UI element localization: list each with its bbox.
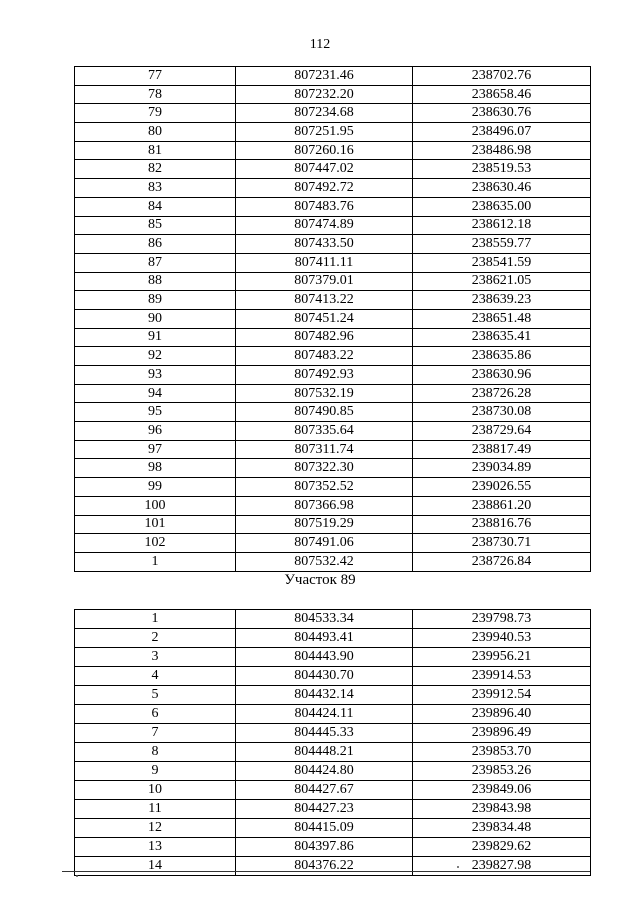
- y-coordinate-cell: 239026.55: [413, 478, 591, 497]
- point-number-cell: 9: [75, 762, 236, 781]
- y-coordinate-cell: 238496.07: [413, 123, 591, 142]
- x-coordinate-cell: 807260.16: [236, 141, 413, 160]
- point-number-cell: 95: [75, 403, 236, 422]
- x-coordinate-cell: 807474.89: [236, 216, 413, 235]
- point-number-cell: 99: [75, 478, 236, 497]
- x-coordinate-cell: 807352.52: [236, 478, 413, 497]
- table-row: [75, 235, 591, 254]
- x-coordinate-cell: 804432.14: [236, 686, 413, 705]
- point-number-cell: 2: [75, 629, 236, 648]
- x-coordinate-cell: 807379.01: [236, 272, 413, 291]
- x-coordinate-cell: 804424.80: [236, 762, 413, 781]
- table-row: [75, 104, 591, 123]
- y-coordinate-cell: 238559.77: [413, 235, 591, 254]
- table-row: [75, 838, 591, 857]
- y-coordinate-cell: 239940.53: [413, 629, 591, 648]
- table-row: [75, 384, 591, 403]
- point-number-cell: 97: [75, 440, 236, 459]
- x-coordinate-cell: 804445.33: [236, 724, 413, 743]
- point-number-cell: 86: [75, 235, 236, 254]
- y-coordinate-cell: 238817.49: [413, 440, 591, 459]
- x-coordinate-cell: 807322.30: [236, 459, 413, 478]
- y-coordinate-cell: 238658.46: [413, 85, 591, 104]
- point-number-cell: 13: [75, 838, 236, 857]
- point-number-cell: 7: [75, 724, 236, 743]
- y-coordinate-cell: 239827.98: [413, 857, 591, 876]
- y-coordinate-cell: 239034.89: [413, 459, 591, 478]
- y-coordinate-cell: 238726.28: [413, 384, 591, 403]
- table-row: [75, 291, 591, 310]
- point-number-cell: 101: [75, 515, 236, 534]
- x-coordinate-cell: 807411.11: [236, 253, 413, 272]
- point-number-cell: 1: [75, 552, 236, 571]
- y-coordinate-cell: 238730.08: [413, 403, 591, 422]
- table-row: [75, 781, 591, 800]
- table-row: [75, 667, 591, 686]
- x-coordinate-cell: 807483.22: [236, 347, 413, 366]
- table-row: [75, 272, 591, 291]
- x-coordinate-cell: 804443.90: [236, 648, 413, 667]
- table-row: [75, 857, 591, 876]
- bottom-divider: [62, 871, 590, 872]
- table-row: [75, 686, 591, 705]
- y-coordinate-cell: 238816.76: [413, 515, 591, 534]
- point-number-cell: 80: [75, 123, 236, 142]
- point-number-cell: 14: [75, 857, 236, 876]
- x-coordinate-cell: 807532.19: [236, 384, 413, 403]
- point-number-cell: 82: [75, 160, 236, 179]
- point-number-cell: 92: [75, 347, 236, 366]
- table-row: [75, 440, 591, 459]
- x-coordinate-cell: 804376.22: [236, 857, 413, 876]
- point-number-cell: 102: [75, 534, 236, 553]
- coordinates-table-a-body: [75, 67, 591, 572]
- table-row: [75, 459, 591, 478]
- table-row: [75, 534, 591, 553]
- table-row: [75, 800, 591, 819]
- y-coordinate-cell: 238702.76: [413, 67, 591, 86]
- point-number-cell: 94: [75, 384, 236, 403]
- page-number: 112: [309, 37, 331, 52]
- table-row: [75, 629, 591, 648]
- y-coordinate-cell: 238630.46: [413, 179, 591, 198]
- table-row: [75, 496, 591, 515]
- x-coordinate-cell: 807251.95: [236, 123, 413, 142]
- coordinates-table-b-body: [75, 610, 591, 876]
- y-coordinate-cell: 238635.86: [413, 347, 591, 366]
- y-coordinate-cell: 239834.48: [413, 819, 591, 838]
- x-coordinate-cell: 804533.34: [236, 610, 413, 629]
- table-row: [75, 705, 591, 724]
- y-coordinate-cell: 238651.48: [413, 309, 591, 328]
- point-number-cell: 6: [75, 705, 236, 724]
- point-number-cell: 8: [75, 743, 236, 762]
- point-number-cell: 78: [75, 85, 236, 104]
- table-row: [75, 552, 591, 571]
- scan-speck: [76, 875, 78, 877]
- table-row: [75, 179, 591, 198]
- x-coordinate-cell: 807335.64: [236, 422, 413, 441]
- x-coordinate-cell: 804430.70: [236, 667, 413, 686]
- x-coordinate-cell: 804415.09: [236, 819, 413, 838]
- x-coordinate-cell: 807451.24: [236, 309, 413, 328]
- coordinates-table-b: [74, 609, 591, 876]
- point-number-cell: 90: [75, 309, 236, 328]
- x-coordinate-cell: 807482.96: [236, 328, 413, 347]
- y-coordinate-cell: 238612.18: [413, 216, 591, 235]
- table-row: [75, 123, 591, 142]
- y-coordinate-cell: 239896.40: [413, 705, 591, 724]
- point-number-cell: 84: [75, 197, 236, 216]
- x-coordinate-cell: 807231.46: [236, 67, 413, 86]
- y-coordinate-cell: 239843.98: [413, 800, 591, 819]
- point-number-cell: 12: [75, 819, 236, 838]
- y-coordinate-cell: 239956.21: [413, 648, 591, 667]
- point-number-cell: 5: [75, 686, 236, 705]
- point-number-cell: 93: [75, 366, 236, 385]
- table-row: [75, 724, 591, 743]
- point-number-cell: 79: [75, 104, 236, 123]
- point-number-cell: 88: [75, 272, 236, 291]
- point-number-cell: 89: [75, 291, 236, 310]
- x-coordinate-cell: 807311.74: [236, 440, 413, 459]
- y-coordinate-cell: 238630.76: [413, 104, 591, 123]
- x-coordinate-cell: 804427.67: [236, 781, 413, 800]
- y-coordinate-cell: 238541.59: [413, 253, 591, 272]
- y-coordinate-cell: 239914.53: [413, 667, 591, 686]
- y-coordinate-cell: 238621.05: [413, 272, 591, 291]
- x-coordinate-cell: 807490.85: [236, 403, 413, 422]
- y-coordinate-cell: 239912.54: [413, 686, 591, 705]
- table-row: [75, 347, 591, 366]
- x-coordinate-cell: 804397.86: [236, 838, 413, 857]
- point-number-cell: 85: [75, 216, 236, 235]
- y-coordinate-cell: 238639.23: [413, 291, 591, 310]
- table-row: [75, 422, 591, 441]
- table-row: [75, 141, 591, 160]
- point-number-cell: 11: [75, 800, 236, 819]
- y-coordinate-cell: 238630.96: [413, 366, 591, 385]
- x-coordinate-cell: 807492.72: [236, 179, 413, 198]
- table-row: [75, 67, 591, 86]
- point-number-cell: 98: [75, 459, 236, 478]
- x-coordinate-cell: 807232.20: [236, 85, 413, 104]
- x-coordinate-cell: 807491.06: [236, 534, 413, 553]
- x-coordinate-cell: 807366.98: [236, 496, 413, 515]
- point-number-cell: 100: [75, 496, 236, 515]
- table-row: [75, 478, 591, 497]
- point-number-cell: 96: [75, 422, 236, 441]
- point-number-cell: 83: [75, 179, 236, 198]
- table-row: [75, 216, 591, 235]
- point-number-cell: 81: [75, 141, 236, 160]
- x-coordinate-cell: 807532.42: [236, 552, 413, 571]
- x-coordinate-cell: 807433.50: [236, 235, 413, 254]
- y-coordinate-cell: 239849.06: [413, 781, 591, 800]
- y-coordinate-cell: 238635.41: [413, 328, 591, 347]
- y-coordinate-cell: 238726.84: [413, 552, 591, 571]
- x-coordinate-cell: 804424.11: [236, 705, 413, 724]
- x-coordinate-cell: 804493.41: [236, 629, 413, 648]
- table-row: [75, 743, 591, 762]
- x-coordinate-cell: 807234.68: [236, 104, 413, 123]
- y-coordinate-cell: 238861.20: [413, 496, 591, 515]
- scan-speck: [457, 866, 459, 868]
- y-coordinate-cell: 238635.00: [413, 197, 591, 216]
- y-coordinate-cell: 239896.49: [413, 724, 591, 743]
- y-coordinate-cell: 238519.53: [413, 160, 591, 179]
- table-row: [75, 762, 591, 781]
- point-number-cell: 1: [75, 610, 236, 629]
- coordinates-table-a: [74, 66, 591, 572]
- table-row: [75, 85, 591, 104]
- table-row: [75, 610, 591, 629]
- y-coordinate-cell: 238486.98: [413, 141, 591, 160]
- x-coordinate-cell: 804427.23: [236, 800, 413, 819]
- table-row: [75, 160, 591, 179]
- point-number-cell: 3: [75, 648, 236, 667]
- point-number-cell: 10: [75, 781, 236, 800]
- x-coordinate-cell: 807519.29: [236, 515, 413, 534]
- table-row: [75, 515, 591, 534]
- y-coordinate-cell: 239829.62: [413, 838, 591, 857]
- y-coordinate-cell: 239853.70: [413, 743, 591, 762]
- x-coordinate-cell: 807447.02: [236, 160, 413, 179]
- y-coordinate-cell: 238729.64: [413, 422, 591, 441]
- section-title: Участок 89: [284, 572, 356, 588]
- x-coordinate-cell: 807413.22: [236, 291, 413, 310]
- point-number-cell: 77: [75, 67, 236, 86]
- x-coordinate-cell: 807492.93: [236, 366, 413, 385]
- table-row: [75, 253, 591, 272]
- point-number-cell: 87: [75, 253, 236, 272]
- table-row: [75, 328, 591, 347]
- x-coordinate-cell: 804448.21: [236, 743, 413, 762]
- point-number-cell: 4: [75, 667, 236, 686]
- point-number-cell: 91: [75, 328, 236, 347]
- table-row: [75, 403, 591, 422]
- table-row: [75, 366, 591, 385]
- y-coordinate-cell: 238730.71: [413, 534, 591, 553]
- table-row: [75, 309, 591, 328]
- y-coordinate-cell: 239798.73: [413, 610, 591, 629]
- table-row: [75, 197, 591, 216]
- table-row: [75, 648, 591, 667]
- x-coordinate-cell: 807483.76: [236, 197, 413, 216]
- table-row: [75, 819, 591, 838]
- y-coordinate-cell: 239853.26: [413, 762, 591, 781]
